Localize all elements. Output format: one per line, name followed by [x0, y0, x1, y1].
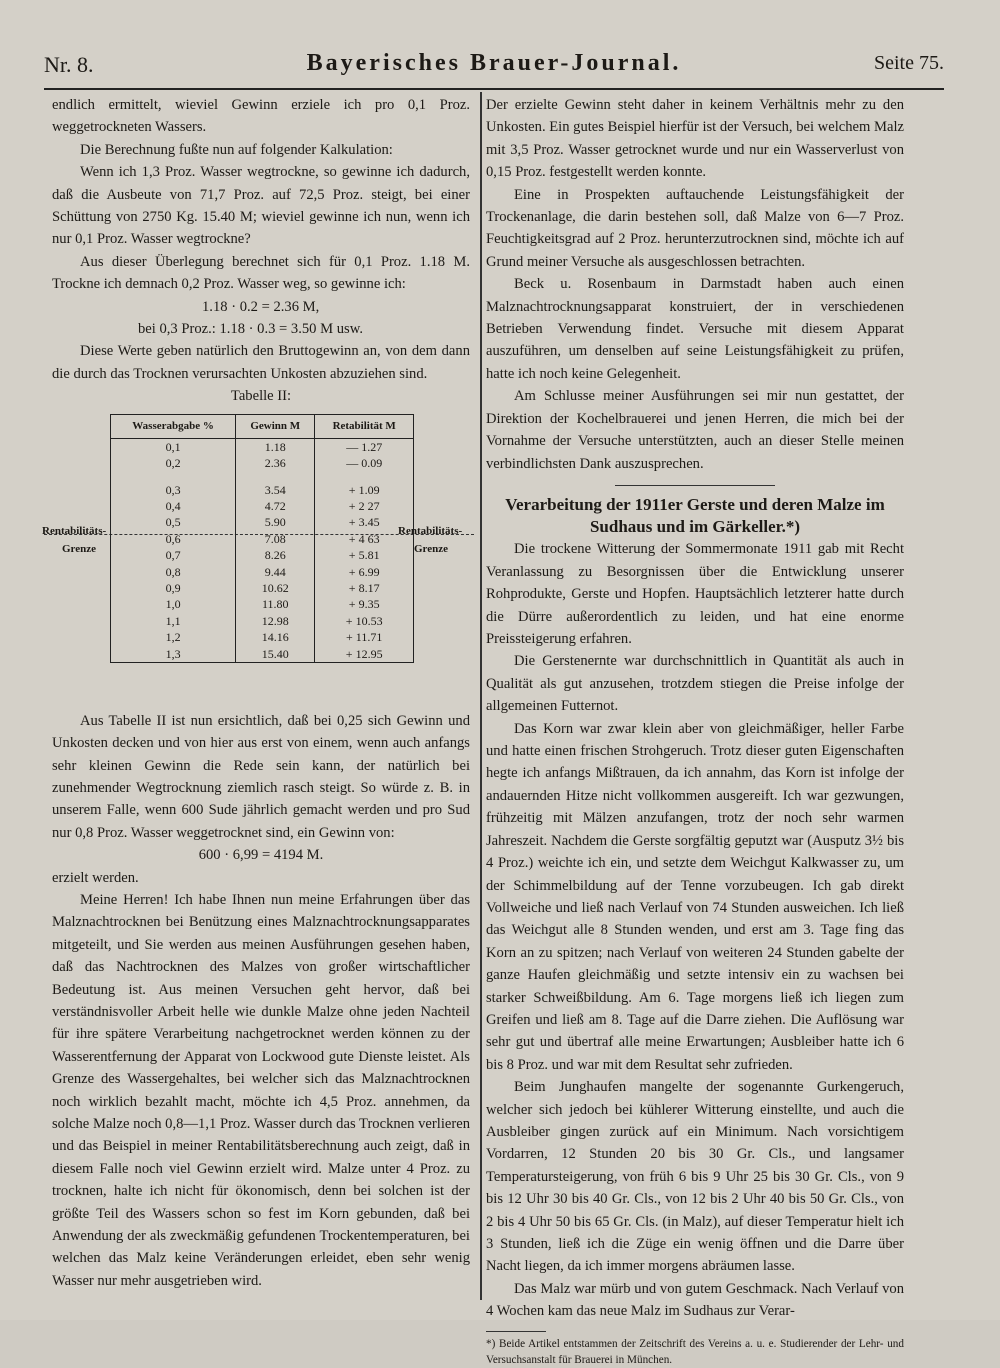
cell: 1,2 — [111, 629, 236, 645]
cell: 1.18 — [236, 438, 315, 455]
paragraph: Beim Junghaufen mangelte der sogenannte Gurkengeruch, welcher sich jedoch bei kühlerer Witterung einstellte, und auch die Ausbleiber gingen zurück auf ein Minimum. Nach vorsichtigem Vordarren, 12 Stunden 20 bis 30 Gr. Cls., und langsamer Temperatursteigerung, von früh 6 bis 9 Uhr 25 bis 30 Gr. Cls., von 9 bis 12 Uhr 30 bis 40 Gr. Cls., von 12 bis 2 Uhr 40 bis 50 Gr. Cls., von 2 bis 4 Uhr 50 bis 65 Gr. Cls. (in Malz), auf dieser Temperatur hielt ich 3 Stunden, ließ ich die Züge ein wenig öffnen und die Darre über Nacht liegen, da ich immer morgens abräumen lasse. — [486, 1079, 904, 1275]
cell: + 9.35 — [315, 596, 414, 612]
cell: + 6.99 — [315, 564, 414, 580]
cell: 0,9 — [111, 580, 236, 596]
cell: 1,0 — [111, 596, 236, 612]
table-row — [111, 596, 414, 612]
table-row — [111, 547, 414, 563]
column-rule — [480, 92, 482, 1300]
cell: 0,2 — [111, 455, 236, 471]
paragraph: Das Korn war zwar klein aber von gleichmäßiger, heller Farbe und hatte einen frischen Strohgeruch. Trotz dieser guten Eigenschaften hegte ich anfangs Mißtrauen, da ich annahm, das Korn ist infolge der andauernden Hitze nicht vollkommen ausgereift. Ich war gezwungen, frühzeitig mit Mälzen anzufangen, trotz der noch sehr warmen Jahreszeit. Nachdem die Gerste sorgfältig geputzt war (Ausputz 3½ bis 4 Proz.) weichte ich ein, und setzte dem Weichgut Kalkwasser zu, um der Schimmelbildung auf der Tenne vorzubeugen. Ich gab direkt Vollweiche und ließ nach Verlauf von 74 Stunden ausweichen. Ich ließ das Weichgut alle 8 Stunden wenden, und erst am 3. Tage fing das Korn an zu spitzen; nach Verlauf von weiteren 24 Stunden gabelte der ganze Haufen gleichmäßig und setzte intensiv ein zu wachsen bei starker Schweißbildung. Am 6. Tage morgens ließ ich liegen zum Greifen und ließ am 8. Tage auf die Darre ziehen. Die Auflösung war sehr gut und übertraf alle meine Erwartungen; Ausbleiber hatte ich 6 bis 8 Proz. und war mit dem Resultat sehr zufrieden. — [486, 720, 904, 1073]
right-column — [486, 94, 904, 1368]
table-row — [111, 629, 414, 645]
cell: 0,3 — [111, 482, 236, 498]
cell: 12.98 — [236, 613, 315, 629]
cell: 0,6 — [111, 531, 236, 547]
page-number: Seite 75. — [874, 52, 944, 74]
paragraph: Die trockene Witterung der Sommermonate 1911 gab mit Recht Veranlassung zu Besorgnissen über die Entwicklung unserer Rohprodukte, Gerste und Hopfen. Hauptsächlich letzterer hatte durch die Dürre außerordentlich zu leiden, und hat eine enorme Preissteigerung erfahren. — [486, 541, 904, 648]
cell: 0,1 — [111, 438, 236, 455]
paragraph: Der erzielte Gewinn steht daher in keinem Verhältnis mehr zu den Unkosten. Ein gutes Beispiel hierfür ist der Versuch, bei welchem Malz mit 3,5 Proz. Wasser getrocknet wurde und nur ein Wasserverlust von 0,15 Proz. festgestellt werden konnte. — [486, 97, 904, 181]
cell: 1,3 — [111, 646, 236, 663]
cell: 14.16 — [236, 629, 315, 645]
formula-line: 1.18 · 0.2 = 2.36 M, — [202, 298, 320, 315]
table-ii — [42, 410, 470, 710]
paragraph: Wenn ich 1,3 Proz. Wasser wegtrockne, so gewinne ich dadurch, daß die Ausbeute von 71,7 Proz. auf 72,5 Proz. steigt, bei einer Schüttung von 2750 Kg. 15.40 M; wieviel gewinne ich nun, wenn ich nur 0,1 Proz. Wasser wegtrockne? — [52, 164, 470, 248]
side-label: Rentabilitäts- — [42, 524, 107, 537]
table-row — [111, 455, 414, 471]
table-row — [111, 498, 414, 514]
cell: 4.72 — [236, 498, 315, 514]
page-header — [44, 50, 944, 84]
cell: 11.80 — [236, 596, 315, 612]
cell: 0,4 — [111, 498, 236, 514]
paragraph: Die Berechnung fußte nun auf folgender Kalkulation: — [80, 141, 393, 158]
paragraph: Aus Tabelle II ist nun ersichtlich, daß bei 0,25 sich Gewinn und Unkosten decken und von hier aus erst von einem, wenn auch anfangs sehr kleinen Gewinn die Rede sein kann, der natürlich bei zunehmender Wegtrocknung ziemlich rasch steigt. So würde z. B. in unserem Falle, wenn 600 Sude jährlich gemacht werden und pro Sud nur 0,8 Proz. Wasser weggetrocknet sind, ein Gewinn von: — [52, 712, 470, 841]
column-header: Retabilität M — [315, 414, 414, 438]
issue-number: Nr. 8. — [44, 52, 94, 77]
footnote: *) Beide Artikel entstammen der Zeitschrift des Vereins a. u. e. Studierender der Lehr- und Versuchsanstalt für Brauerei in München. — [486, 1338, 904, 1367]
cell: 15.40 — [236, 646, 315, 663]
table-row — [111, 613, 414, 629]
cell: + 10.53 — [315, 613, 414, 629]
side-label: Rentabilitäts- — [398, 524, 463, 537]
cell: + 11.71 — [315, 629, 414, 645]
paragraph: Die Gerstenernte war durchschnittlich in Quantität als auch in Qualität als gut anzusehen, trotzdem stiegen die Preise infolge der allgemeinen Futternot. — [486, 653, 904, 715]
paragraph: Diese Werte geben natürlich den Bruttogewinn an, von dem dann die durch das Trocknen verursachten Unkosten abzuziehen sind. — [52, 343, 470, 382]
cell: 0,5 — [111, 514, 236, 530]
side-label: Grenze — [414, 542, 449, 555]
cell: 8.26 — [236, 547, 315, 563]
table-row — [111, 531, 414, 547]
column-header: Wasserabgabe % — [111, 414, 236, 438]
cell: + 4 63 — [315, 531, 414, 547]
paragraph: Das Malz war mürb und von gutem Geschmack. Nach Verlauf von 4 Wochen kam das neue Malz im Sudhaus zur Verar- — [486, 1280, 904, 1320]
data-table — [110, 414, 414, 663]
paragraph: Beck u. Rosenbaum in Darmstadt haben auch einen Malznachtrocknungsapparat konstruiert, der in verschiedenen Betrieben Verwendung findet. Versuche mit diesem Apparat auszuführen, um denselben auf seine Leistungsfähigkeit zu prüfen, hatte ich noch keine Gelegenheit. — [486, 276, 904, 382]
paragraph: Meine Herren! Ich habe Ihnen nun meine Erfahrungen über das Malznachtrocknen bei Benützung eines Malznachtrocknungsapparates mitgeteilt, und Sie werden aus meinen Ausführungen gesehen haben, daß das Nachtrocknen des Malzes von großer wirtschaftlicher Bedeutung ist. Aus meinen Versuchen geht hervor, daß bei verständnisvoller Arbeit helle wie dunkle Malze ohne jeden Nachteil für ihre spätere Verarbeitung nachgetrocknet werden können zu der Wasserentfernung der Apparat von Lockwood gute Dienste leistet. Als Grenze des Wassergehaltes, bei welcher sich das Malznachtrocknen noch wirklich bezahlt macht, möchte ich 4,5 Proz. annehmen, da solche Malze noch 0,8—1,1 Proz. Wasser durch das Trocknen verlieren und das Beispiel in meiner Rentabilitätsberechnung auch zeigt, daß in diesem Falle noch viel Gewinn erzielt wird. Malze unter 4 Proz. zu trocknen, halte ich nicht für ökonomisch, denn bei solchen ist der größte Teil des Wassers schon so fest im Korn gebunden, daß bei Anwendung der als zweckmäßig gefundenen Trockentemperaturen, bei welchen das Malz keine Veränderungen erleidet, eben sehr wenig Wasser nur mehr ausgetrieben wird. — [52, 891, 470, 1289]
cell: 1,1 — [111, 613, 236, 629]
paragraph: endlich ermittelt, wieviel Gewinn erziele ich pro 0,1 Proz. weggetrockneten Wassers. — [52, 97, 470, 136]
cell: 3.54 — [236, 482, 315, 498]
paragraph: Eine in Prospekten auftauchende Leistungsfähigkeit der Trockenanlage, die darin bestehen soll, daß Malze von 6—7 Proz. Feuchtigkeitsgrad auf 2 Proz. herunterzutrocknen sind, möchte ich auf Grund meiner Versuche als ausgeschlossen betrachten. — [486, 186, 904, 270]
cell: — 1.27 — [315, 438, 414, 455]
cell: 0,8 — [111, 564, 236, 580]
footnote-divider — [486, 1331, 546, 1333]
header-rule — [44, 88, 944, 90]
table-row — [111, 646, 414, 663]
cell: 2.36 — [236, 455, 315, 471]
cell: + 3.45 — [315, 514, 414, 530]
table-gap — [111, 472, 414, 482]
cell: 0,7 — [111, 547, 236, 563]
paragraph: Am Schlusse meiner Ausführungen sei mir nun gestattet, der Direktion der Kochelbrauerei und jenen Herren, die mich bei der Vornahme der Versuche unterstützten, auch an dieser Stelle meinen verbindlichsten Dank auszusprechen. — [486, 388, 904, 472]
article-title: Verarbeitung der 1911er Gerste und deren Malze im Sudhaus und im Gärkeller.*) — [505, 495, 885, 537]
section-divider — [615, 485, 775, 487]
table-row — [111, 438, 414, 455]
cell: 10.62 — [236, 580, 315, 596]
paragraph: Aus dieser Überlegung berechnet sich für 0,1 Proz. 1.18 M. Trockne ich demnach 0,2 Proz. Wasser weg, so gewinne ich: — [52, 253, 470, 293]
column-header: Gewinn M — [236, 414, 315, 438]
left-column — [42, 94, 470, 1292]
cell: + 2 27 — [315, 498, 414, 514]
cell: + 1.09 — [315, 482, 414, 498]
side-label: Grenze — [62, 542, 97, 555]
cell: 9.44 — [236, 564, 315, 580]
cell: + 5.81 — [315, 547, 414, 563]
formula-line: bei 0,3 Proz.: 1.18 · 0.3 = 3.50 M usw. — [138, 321, 363, 338]
formula-line: 600 · 6,99 = 4194 M. — [198, 847, 324, 864]
table-row — [111, 580, 414, 596]
cell: 7.08 — [236, 531, 315, 547]
table-row — [111, 482, 414, 498]
cell: 5.90 — [236, 514, 315, 530]
cell: + 8.17 — [315, 580, 414, 596]
journal-title: Bayerisches Brauer-Journal. — [306, 50, 682, 76]
table-row — [111, 514, 414, 530]
cell: — 0.09 — [315, 455, 414, 471]
table-caption: Tabelle II: — [230, 388, 292, 405]
paragraph: erzielt werden. — [52, 869, 139, 886]
cell: + 12.95 — [315, 646, 414, 663]
table-row — [111, 564, 414, 580]
